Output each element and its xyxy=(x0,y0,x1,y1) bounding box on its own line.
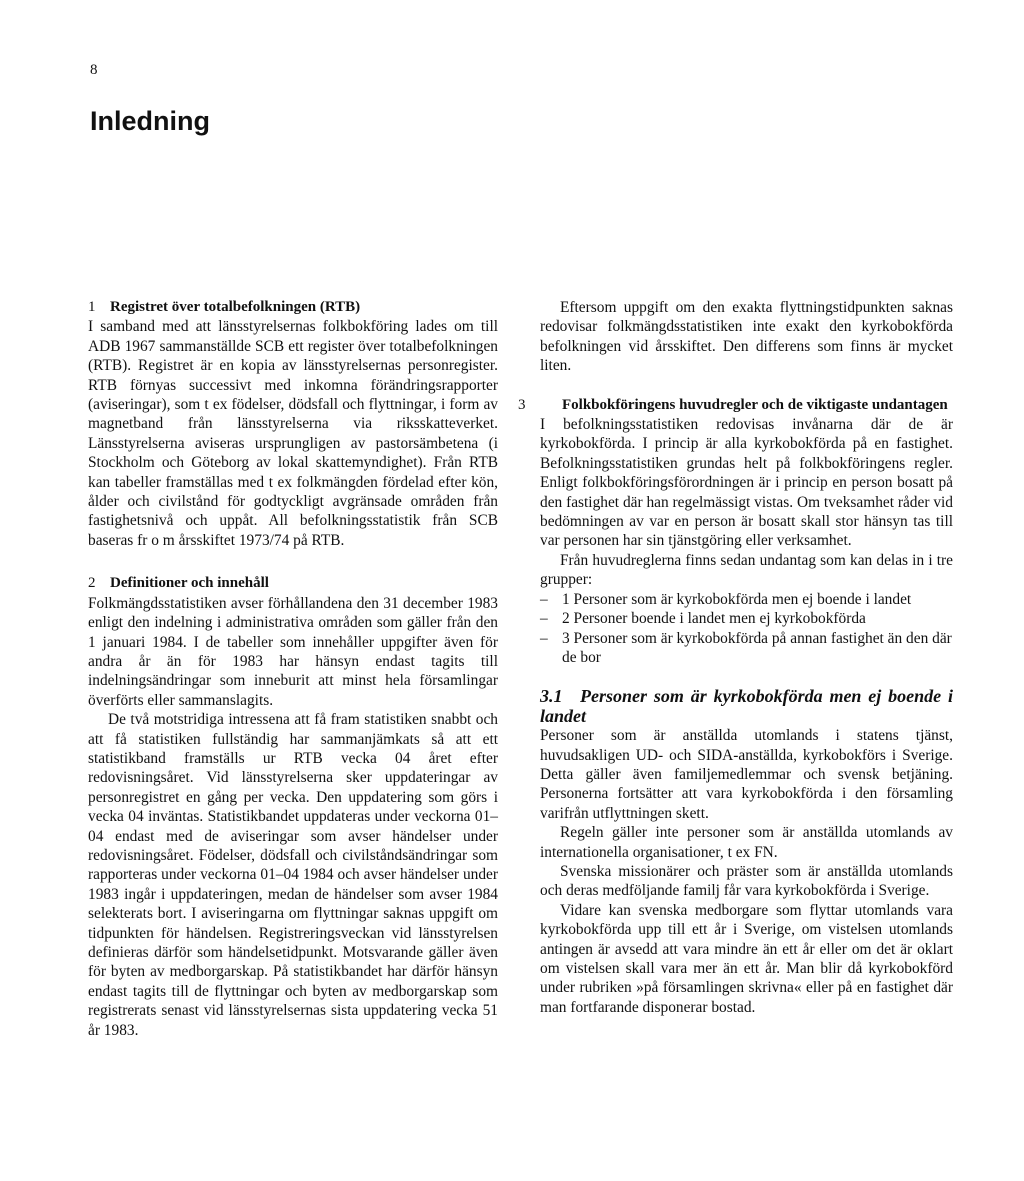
left-column xyxy=(88,298,498,1040)
list-dash: – xyxy=(540,629,548,647)
section-title: Definitioner och innehåll xyxy=(110,575,269,592)
list-item xyxy=(540,629,953,668)
list-item xyxy=(540,609,953,628)
section-2-heading xyxy=(88,574,498,593)
page-title: Inledning xyxy=(90,106,210,136)
section-3-heading xyxy=(518,396,953,415)
paragraph: I samband med att länsstyrelsernas folkbokföring lades om till ADB 1967 sammanställde SCB ett register över totalbefolkningen (RTB). Registret är en kopia av länsstyrelsernas personregister. RTB förnyas successivt med inkomna förändringsrapporter (aviseringar), som t ex födelser, dödsfall och flyttningar, i form av magnetband från länsstyrelserna via riksskatteverket. Länsstyrelserna aviseras ursprungligen av pastorsämbetena (i Stockholm och Göteborg av lokal skattemyndighet). Från RTB kan tabeller framställas med t ex folkmängden fördelad efter kön, ålder och civilstånd för godtyckligt avgränsade områden från fastighetsnivå och uppåt. All befolkningsstatistik från SCB baseras fr o m årsskiftet 1973/74 på RTB. xyxy=(88,318,498,549)
paragraph: Vidare kan svenska medborgare som flyttar utomlands vara kyrkobokförda upp till ett år i Sverige, om vistelsen utomlands antingen är avsedd att vara mindre än ett år eller om det är oklart om vistelsen skall vara mer än ett år. Man blir då kyrkobokförd under rubriken »på församlingen skrivna« eller på en fastighet där man fortfarande disponerar bostad. xyxy=(540,901,953,1016)
section-1-heading xyxy=(88,298,498,317)
subsection-title: Personer som är kyrkobokförda men ej boende i landet xyxy=(540,686,953,726)
paragraph: Personer som är anställda utomlands i statens tjänst, huvudsakligen UD- och SIDA-anställda, kyrkobokförs i Sverige. Detta gäller även familjemedlemmar och svensk betjäning. Personerna fortsätter att vara kyrkobokförda i den församling varifrån utflyttningen skett. xyxy=(540,727,953,822)
paragraph: Eftersom uppgift om den exakta flyttningstidpunkten saknas redovisar folkmängdsstatistiken inte exakt den kyrkobokförda befolkningen vid årsskiftet. Den differens som finns är mycket liten. xyxy=(540,299,953,375)
paragraph: Regeln gäller inte personer som är anställda utomlands av internationella organisationer, t ex FN. xyxy=(540,824,953,861)
list-item xyxy=(540,590,953,609)
list-dash: – xyxy=(540,590,548,608)
paragraph: Svenska missionärer och präster som är anställda utomlands och deras medföljande familj får vara kyrkobokförda i Sverige. xyxy=(540,862,953,900)
list-item-text: 2 Personer boende i landet men ej kyrkobokförda xyxy=(562,610,866,628)
section-title: Folkbokföringens huvudregler och de viktigaste undantagen xyxy=(562,396,948,413)
list-item-text: 3 Personer som är kyrkobokförda på annan fastighet än den där de bor xyxy=(562,629,952,666)
right-column xyxy=(518,298,953,1017)
exception-list xyxy=(540,590,953,668)
subsection-number: 3.1 xyxy=(540,686,563,707)
paragraph: De två motstridiga intressena att få fram statistiken snabbt och att få statistiken fullständig har sammanjämkats så att ett statistikband framställs ur RTB vecka 04 året efter redovisningsåret. Vid länsstyrelserna sker uppdateringar av personregistret en gång per vecka. Den uppdatering som görs i vecka 04 inväntas. Statistikbandet uppdateras under veckorna 01–04 endast med de aviseringar som avser händelser under redovisningsåret. Födelser, dödsfall och civilståndsändringar som rapporteras under veckorna 01–04 1984 och avser händelser under 1983 ingår i uppdateringen, medan de händelser som avser 1984 selekterats bort. I aviseringarna om flyttningar saknas uppgift om tidpunkten för händelsen. Registreringsveckan vid länsstyrelsen definieras därför som händelsetidpunkt. Motsvarande gäller även för byten av medborgarskap. På statistikbandet har därför hänsyn endast tagits till de flyttningar och byten av medborgarskap som registrerats senast vid länsstyrelsernas sista uppdatering vecka 51 år 1983. xyxy=(88,711,498,1039)
paragraph: Folkmängdsstatistiken avser förhållandena den 31 december 1983 enligt den indelning i administrativa områden som gäller från den 1 januari 1984. I de tabeller som innehåller uppgifter även för andra år än för 1983 har hänsyn endast tagits till indelningsändringar som inneburit att minst hela församlingar överförts eller sammanslagits. xyxy=(88,594,498,709)
subsection-3-1-heading xyxy=(540,687,953,726)
section-number: 3 xyxy=(518,396,526,413)
list-item-text: 1 Personer som är kyrkobokförda men ej boende i landet xyxy=(562,590,912,608)
section-title: Registret över totalbefolkningen (RTB) xyxy=(110,299,361,315)
section-number: 2 xyxy=(88,575,96,592)
page-number: 8 xyxy=(90,62,98,78)
paragraph: I befolkningsstatistiken redovisas invånarna där de är kyrkobokförda. I princip är alla kyrkobokförda på en fastighet. Befolkningsstatistiken grundas helt på folkbokföringens regler. Enligt folkbokföringsförordningen är i princip en person bosatt på den fastighet där han regelmässigt vistas. Om tveksamhet råder vid bedömningen av var en person är bosatt skall stor hänsyn tas till var personen har sin tjänstgöring eller verksamhet. xyxy=(540,416,953,550)
section-number: 1 xyxy=(88,299,96,315)
paragraph: Från huvudreglerna finns sedan undantag som kan delas in i tre grupper: xyxy=(540,551,953,589)
list-dash: – xyxy=(540,610,548,628)
